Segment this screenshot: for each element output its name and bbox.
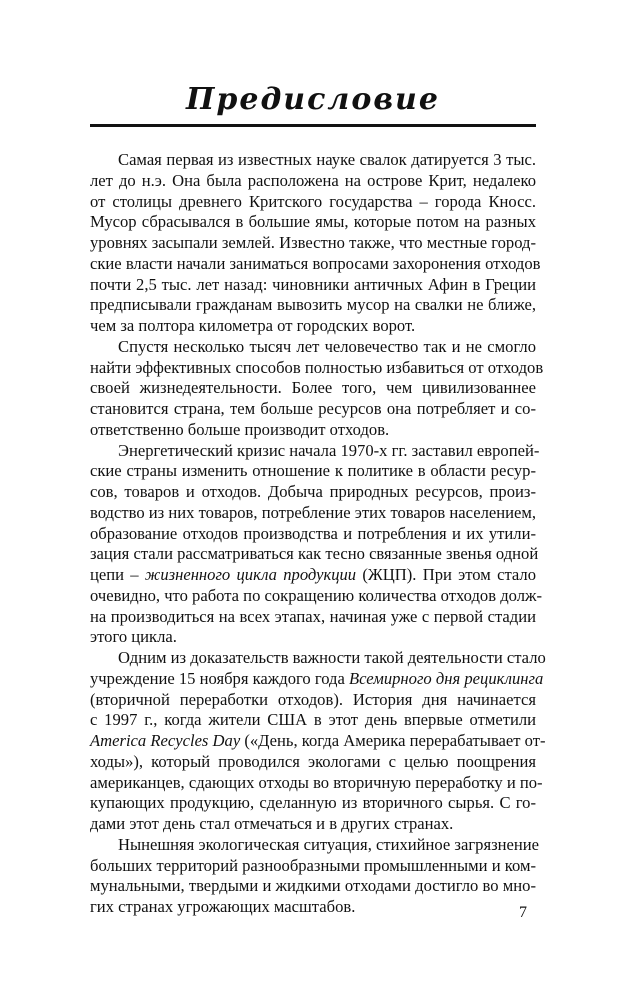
text-line bbox=[90, 253, 541, 275]
text-line bbox=[90, 482, 536, 503]
text-line bbox=[90, 876, 536, 897]
text-span: очевидно, что работа по сокращению количества отходов долж- bbox=[90, 585, 543, 605]
text-span: найти эффективных способов полностью избавиться от отходов bbox=[90, 357, 544, 377]
text-span: от столицы древнего Критского государства – города Кносс. bbox=[90, 191, 536, 211]
text-line bbox=[90, 524, 536, 545]
text-span: предписывали гражданам вывозить мусор на свалки не ближе, bbox=[90, 295, 536, 315]
text-line bbox=[90, 565, 536, 586]
text-line bbox=[90, 897, 536, 918]
text-span: ские страны изменить отношение к политике в области ресур- bbox=[90, 461, 536, 481]
text-line bbox=[90, 585, 543, 607]
text-span: дами этот день стал отмечаться и в других странах. bbox=[90, 814, 454, 833]
text-line bbox=[90, 316, 536, 337]
page-number: 7 bbox=[519, 904, 527, 921]
text-span: лет до н.э. Она была расположена на острове Крит, недалеко bbox=[90, 170, 536, 190]
text-line bbox=[90, 337, 536, 358]
text-line bbox=[90, 710, 536, 731]
text-span: купающих продукцию, сделанную из вторичного сырья. С го- bbox=[90, 793, 536, 813]
text-line bbox=[90, 440, 540, 462]
text-span: уровнях засыпали землей. Известно также, что местные город- bbox=[90, 233, 536, 252]
paragraph bbox=[90, 150, 541, 337]
text-span: (ЖЦП). При этом стало bbox=[356, 565, 536, 584]
text-span: Энергетический кризис начала 1970-х гг. заставил европей- bbox=[118, 440, 540, 460]
text-span: Нынешняя экологическая ситуация, стихийное загрязнение bbox=[118, 834, 540, 854]
text-line bbox=[90, 192, 536, 213]
text-line bbox=[90, 378, 536, 399]
text-line bbox=[90, 690, 536, 711]
text-span: зация стали рассматриваться как тесно связанные звенья одной bbox=[90, 544, 539, 564]
paragraph bbox=[90, 648, 546, 835]
text-span: ские власти начали заниматься вопросами захоронения отходов bbox=[90, 253, 541, 273]
text-line bbox=[90, 503, 536, 524]
text-line bbox=[90, 150, 536, 171]
italic-term: жизненного цикла продукции bbox=[144, 565, 357, 584]
text-span: Одним из доказательств важности такой деятельности стало bbox=[118, 648, 546, 667]
chapter-title: Предисловие bbox=[186, 82, 440, 117]
text-line bbox=[90, 752, 536, 773]
text-span: почти 2,5 тыс. лет назад: чиновники античных Афин в Греции bbox=[90, 274, 536, 294]
text-span: гих странах угрожающих масштабов. bbox=[90, 897, 356, 916]
title-underline bbox=[90, 124, 536, 127]
text-span: на производиться на всех этапах, начиная уже с первой стадии bbox=[90, 606, 536, 626]
text-span: ходы»), который проводился экологами с целью поощрения bbox=[90, 751, 536, 771]
text-line bbox=[90, 357, 544, 379]
text-span: (вторичной переработки отходов). История дня начинается bbox=[90, 689, 536, 709]
text-span: водство из них товаров, потребление этих товаров населением, bbox=[90, 502, 536, 522]
text-span: своей жизнедеятельности. Более того, чем цивилизованнее bbox=[90, 378, 536, 398]
text-line bbox=[90, 793, 536, 814]
paragraph bbox=[90, 440, 543, 649]
text-line bbox=[90, 731, 546, 752]
text-line bbox=[90, 856, 536, 877]
italic-term: Всемирного дня рециклинга bbox=[349, 668, 544, 688]
text-line bbox=[90, 668, 544, 690]
text-span: Самая первая из известных науке свалок датируется 3 тыс. bbox=[118, 150, 536, 169]
text-span: сов, товаров и отходов. Добыча природных ресурсов, произ- bbox=[90, 482, 536, 501]
text-line bbox=[90, 627, 536, 648]
text-line bbox=[90, 399, 536, 420]
text-span: Спустя несколько тысяч лет человечество так и не смогло bbox=[118, 336, 536, 356]
text-span: мунальными, твердыми и жидкими отходами достигло во мно- bbox=[90, 876, 536, 896]
text-line bbox=[90, 461, 536, 482]
text-line bbox=[90, 544, 539, 565]
text-line bbox=[90, 607, 536, 628]
text-span: («День, когда Америка перерабатывает от- bbox=[240, 731, 546, 750]
text-span: Мусор сбрасывался в большие ямы, которые потом на разных bbox=[90, 212, 536, 232]
text-span: учреждение 15 ноября каждого года bbox=[90, 668, 349, 688]
italic-term: America Recycles Day bbox=[90, 731, 241, 750]
text-line bbox=[90, 275, 536, 296]
text-line bbox=[90, 212, 536, 233]
text-span: цепи – bbox=[90, 565, 145, 584]
text-span: с 1997 г., когда жители США в этот день впервые отметили bbox=[90, 710, 536, 730]
text-line bbox=[90, 772, 543, 794]
paragraph bbox=[90, 834, 540, 918]
text-line bbox=[90, 233, 536, 254]
text-line bbox=[90, 171, 536, 192]
paragraph bbox=[90, 336, 544, 441]
text-line bbox=[90, 814, 536, 835]
text-span: чем за полтора километра от городских ворот. bbox=[90, 316, 416, 335]
text-span: становится страна, тем больше ресурсов она потребляет и со- bbox=[90, 399, 536, 418]
text-line bbox=[90, 834, 540, 856]
text-line bbox=[90, 420, 536, 441]
text-span: ответственно больше производит отходов. bbox=[90, 419, 390, 439]
text-span: образование отходов производства и потребления и их утили- bbox=[90, 523, 536, 543]
text-span: американцев, сдающих отходы во вторичную переработку и по- bbox=[90, 772, 543, 792]
text-span: этого цикла. bbox=[90, 627, 177, 647]
body-text bbox=[90, 150, 546, 918]
text-span: больших территорий разнообразными промышленными и ком- bbox=[90, 855, 536, 875]
text-line bbox=[90, 295, 536, 316]
text-line bbox=[90, 648, 546, 669]
